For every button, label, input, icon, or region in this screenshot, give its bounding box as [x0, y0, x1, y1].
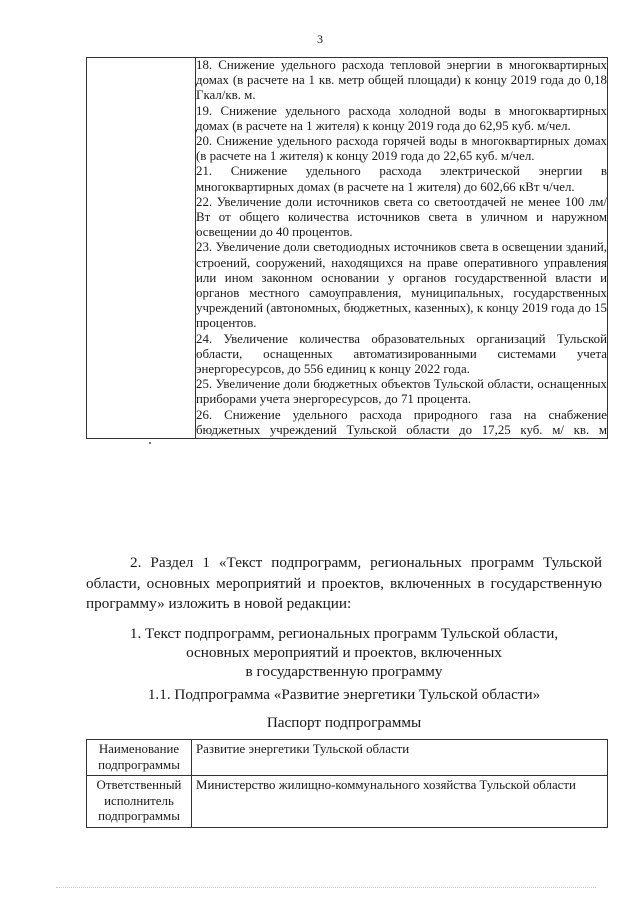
- indicators-list-cell: [196, 58, 608, 439]
- passport-table: [86, 739, 608, 828]
- scan-edge-noise: [56, 887, 596, 889]
- passport-heading: Паспорт подпрограммы: [266, 714, 422, 731]
- indicator-item-21: 21. Снижение удельного расхода электрической энергии в многоквартирных домах (в расчете на 1 жителя) до 602,66 кВт ч/чел.: [196, 164, 607, 194]
- section-heading-line: основных мероприятий и проектов, включенных: [186, 644, 502, 661]
- page-number: 3: [317, 32, 323, 46]
- indicator-item-23: 23. Увеличение доли светодиодных источников света в освещении зданий, строений, сооружений, находящихся на праве оперативного управления или ином законном основании у органов государственной власти и органов местного самоуправления, муниципальных, государственных учреждений (автономных, бюджетных, казенных), к концу 2019 года до 15 процентов.: [196, 240, 607, 331]
- indicator-item-19: 19. Снижение удельного расхода холодной воды в многоквартирных домах (в расчете на 1 жителя) к концу 2019 года до 62,95 куб. м/чел.: [196, 103, 607, 133]
- section-heading-line: в государственную программу: [245, 663, 443, 680]
- passport-row: [87, 776, 608, 828]
- subprogram-heading: 1.1. Подпрограмма «Развитие энергетики Тульской области»: [147, 686, 541, 703]
- indicator-item-24: 24. Увеличение количества образовательных организаций Тульской области, оснащенных автоматизированными системами учета энергоресурсов, до 556 единиц к концу 2022 года.: [196, 331, 607, 377]
- scan-speck: [149, 442, 151, 444]
- passport-row-label: Ответственный исполнитель подпрограммы: [87, 776, 192, 828]
- passport-row: [87, 740, 608, 776]
- section-heading: [86, 624, 602, 681]
- indicators-table-label-cell: [87, 58, 196, 439]
- indicator-item-20: 20. Снижение удельного расхода горячей воды в многоквартирных домах (в расчете на 1 жителя) к концу 2019 года до 22,65 куб. м/чел.: [196, 134, 607, 164]
- passport-row-label: Наименование подпрограммы: [87, 740, 192, 776]
- passport-row-value: Развитие энергетики Тульской области: [192, 740, 608, 776]
- indicator-item-22: 22. Увеличение доли источников света со светоотдачей не менее 100 лм/Вт от общего количества источников света в уличном и наружном освещении до 40 процентов.: [196, 194, 607, 240]
- indicator-item-25: 25. Увеличение доли бюджетных объектов Тульской области, оснащенных приборами учета энергоресурсов, до 71 процента.: [196, 377, 607, 407]
- section-paragraph: 2. Раздел 1 «Текст подпрограмм, региональных программ Тульской области, основных мероприятий и проектов, включенных в государственную программу» изложить в новой редакции:: [86, 554, 602, 612]
- indicator-item-18: 18. Снижение удельного расхода тепловой энергии в многоквартирных домах (в расчете на 1 кв. метр общей площади) к концу 2019 года до 0,18 Гкал/кв. м.: [196, 58, 607, 103]
- indicator-item-26: 26. Снижение удельного расхода природного газа на снабжение бюджетных учреждений Тульской области до 17,25 куб. м/ кв. м: [196, 407, 607, 437]
- section-heading-line: 1. Текст подпрограмм, региональных программ Тульской области,: [129, 625, 559, 642]
- indicators-table: [86, 57, 608, 439]
- passport-row-value: Министерство жилищно-коммунального хозяйства Тульской области: [192, 776, 608, 828]
